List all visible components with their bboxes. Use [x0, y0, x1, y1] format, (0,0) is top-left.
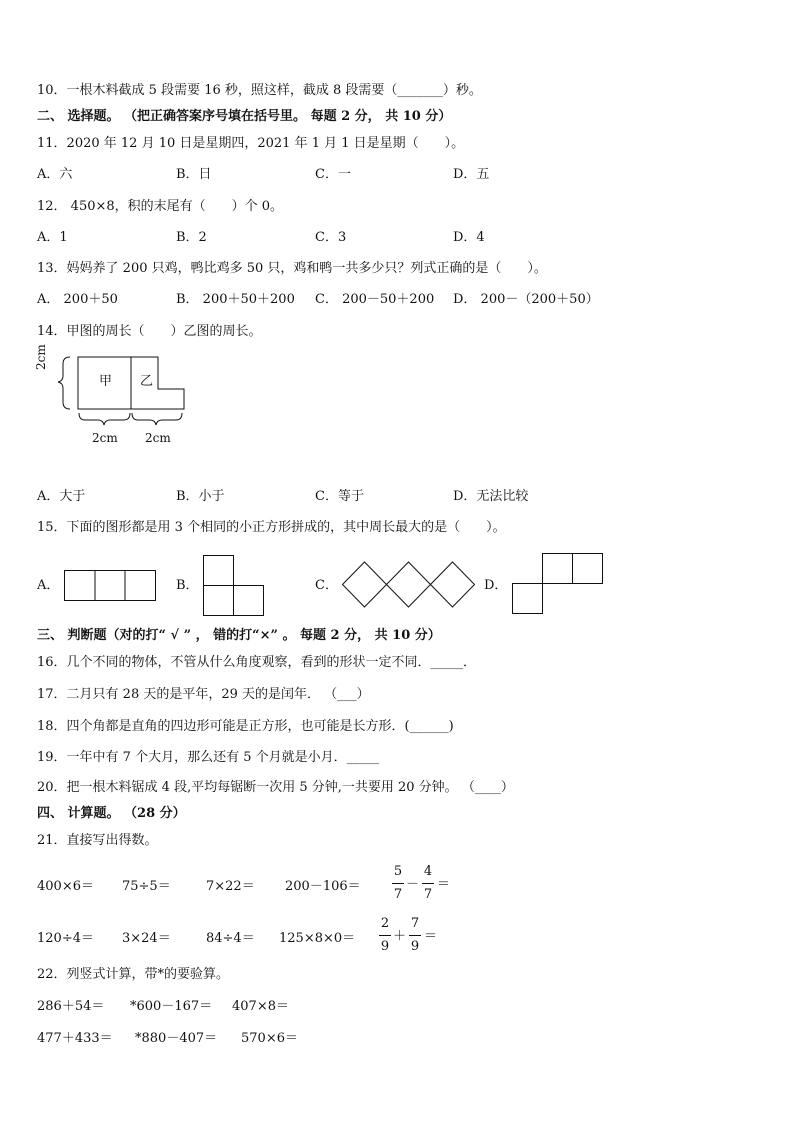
question-10: 10．一根木料截成 5 段需要 16 秒，照这样，截成 8 段需要（_______）秒。 — [37, 83, 482, 98]
q15-shape-a — [64, 570, 158, 602]
question-20: 20．把一根木料锯成 4 段,平均每锯断一次用 5 分钟,一共要用 20 分钟。 （____） — [37, 780, 514, 795]
q12-option-c: C．3 — [315, 230, 347, 245]
fraction-numerator: 2 — [380, 916, 390, 931]
q13-option-c: C． 200－50＋200 — [315, 292, 435, 307]
q11-option-b: B．日 — [176, 167, 212, 182]
calc-item: 3×24＝ — [122, 931, 171, 946]
q14-bottom-left-label: 2cm — [92, 431, 118, 445]
question-15: 15．下面的图形都是用 3 个相同的小正方形拼成的，其中周长最大的是（ ）。 — [37, 520, 506, 535]
fraction-bar — [409, 935, 421, 936]
fraction-numerator: 7 — [410, 916, 420, 931]
q14-option-b: B．小于 — [176, 489, 225, 504]
question-12: 12． 450×8，积的末尾有（ ）个 0。 — [37, 199, 284, 214]
q15-shape-d — [512, 553, 606, 617]
q14-figure — [36, 350, 206, 450]
q15-shape-c — [342, 561, 476, 609]
operator: － — [406, 877, 420, 892]
vertical-calc-item: *880－407＝ — [135, 1031, 218, 1046]
operator: ＋ — [393, 929, 407, 944]
vertical-calc-item: *600－167＝ — [130, 999, 213, 1014]
q14-option-a: A．大于 — [37, 489, 86, 504]
q11-option-c: C．一 — [315, 167, 351, 182]
fraction-bar — [379, 935, 391, 936]
q14-left-length-label: 2cm — [34, 344, 48, 370]
calc-item: 84÷4＝ — [206, 931, 255, 946]
fraction-denominator: 9 — [410, 939, 420, 954]
q11-option-d: D．五 — [453, 167, 490, 182]
calc-item: 200－106＝ — [285, 879, 361, 894]
section-2-heading: 二、 选择题。 （把正确答案序号填在括号里。 每题 2 分， 共 10 分） — [37, 109, 452, 124]
q13-option-b: B． 200＋50＋200 — [176, 292, 295, 307]
q14-jia-label: 甲 — [99, 374, 113, 389]
q15-shape-b — [203, 555, 267, 617]
q15-letter-d: D． — [484, 578, 508, 593]
calc-item: 125×8×0＝ — [279, 931, 356, 946]
calc-item: 7×22＝ — [206, 879, 255, 894]
question-21: 21．直接写出得数。 — [37, 833, 158, 848]
calc-item: 120÷4＝ — [37, 931, 94, 946]
question-19: 19．一年中有 7 个大月，那么还有 5 个月就是小月．_____ — [37, 750, 380, 765]
q11-option-a: A．六 — [37, 167, 73, 182]
equals-sign: ＝ — [437, 877, 451, 892]
fraction-bar — [422, 883, 434, 884]
vertical-calc-item: 286＋54＝ — [37, 999, 105, 1014]
q14-yi-label: 乙 — [140, 374, 154, 389]
fraction-bar — [392, 883, 404, 884]
q14-bottom-right-label: 2cm — [145, 431, 171, 445]
q15-letter-b: B． — [176, 578, 199, 593]
section-4-heading: 四、 计算题。 （28 分） — [37, 806, 186, 821]
q12-option-b: B．2 — [176, 230, 207, 245]
fraction-denominator: 9 — [380, 939, 390, 954]
equals-sign: ＝ — [424, 929, 438, 944]
question-22: 22．列竖式计算，带*的要验算。 — [37, 967, 230, 982]
q14-option-c: C．等于 — [315, 489, 364, 504]
section-3-heading: 三、 判断题（对的打“ √ ” ， 错的打“×” 。 每题 2 分， 共 10 分） — [37, 628, 441, 643]
q13-option-a: A． 200＋50 — [37, 292, 118, 307]
question-17: 17．二月只有 28 天的是平年，29 天的是闰年． （___） — [37, 687, 370, 702]
q15-letter-c: C． — [315, 578, 338, 593]
vertical-calc-item: 570×6＝ — [241, 1031, 298, 1046]
fraction-denominator: 7 — [393, 887, 403, 902]
fraction-denominator: 7 — [423, 887, 433, 902]
calc-item: 400×6＝ — [37, 879, 94, 894]
q14-option-d: D．无法比较 — [453, 489, 529, 504]
question-16: 16．几个不同的物体，不管从什么角度观察，看到的形状一定不同．_____． — [37, 655, 477, 670]
q15-letter-a: A． — [37, 578, 60, 593]
question-14: 14．甲图的周长（ ）乙图的周长。 — [37, 324, 262, 339]
calc-item: 75÷5＝ — [122, 879, 171, 894]
question-11: 11．2020 年 12 月 10 日是星期四，2021 年 1 月 1 日是星期（ ）。 — [37, 136, 465, 151]
q12-option-d: D．4 — [453, 230, 485, 245]
fraction-numerator: 4 — [423, 864, 433, 879]
q12-option-a: A．1 — [37, 230, 68, 245]
question-13: 13．妈妈养了 200 只鸡，鸭比鸡多 50 只，鸡和鸭一共多少只？列式正确的是（ ）。 — [37, 261, 547, 276]
vertical-calc-item: 477＋433＝ — [37, 1031, 113, 1046]
question-18: 18．四个角都是直角的四边形可能是正方形，也可能是长方形．(______) — [37, 719, 454, 734]
q13-option-d: D． 200－（200＋50） — [453, 292, 599, 307]
vertical-calc-item: 407×8＝ — [232, 999, 289, 1014]
fraction-numerator: 5 — [393, 864, 403, 879]
